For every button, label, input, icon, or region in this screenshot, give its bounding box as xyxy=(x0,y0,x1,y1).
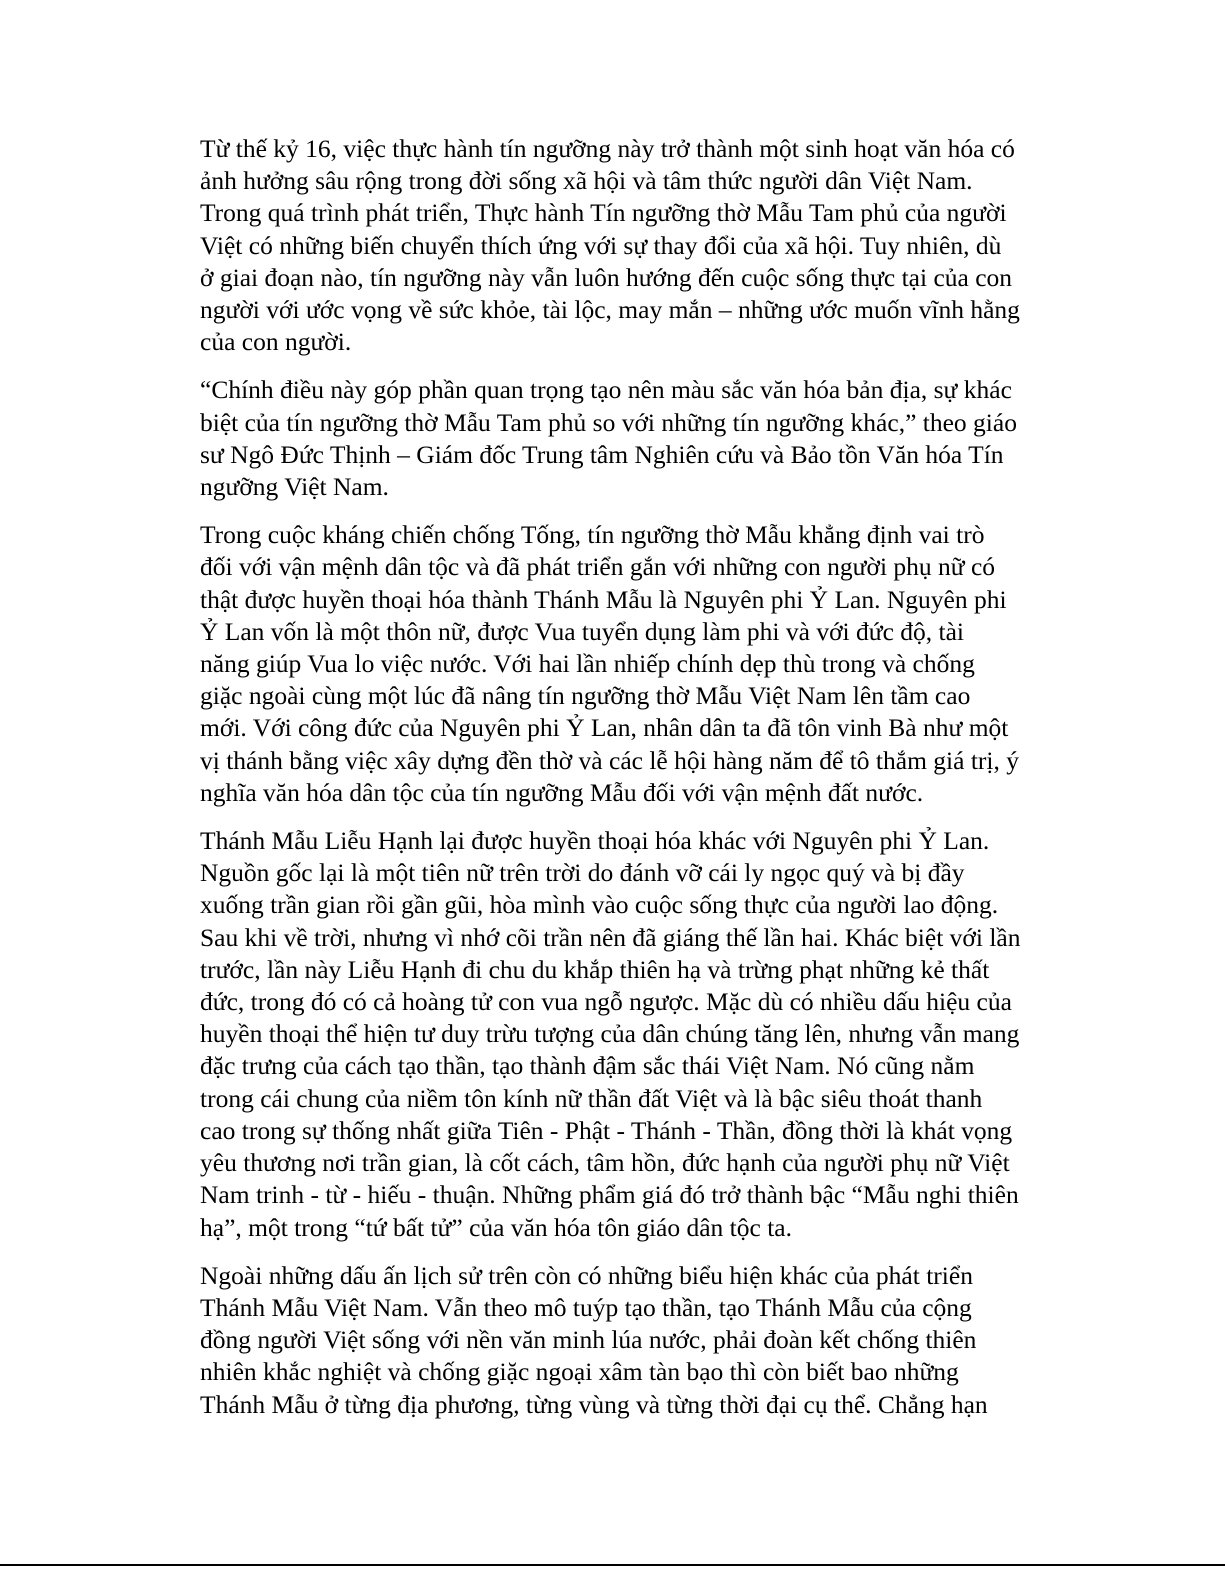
text-line: thật được huyền thoại hóa thành Thánh Mẫu là Nguyên phi Ỷ Lan. Nguyên phi xyxy=(200,584,1007,614)
text-line: Thánh Mẫu Việt Nam. Vẫn theo mô tuýp tạo thần, tạo Thánh Mẫu của cộng xyxy=(200,1292,972,1322)
text-line: giặc ngoài cùng một lúc đã nâng tín ngưỡng thờ Mẫu Việt Nam lên tầm cao xyxy=(200,681,971,711)
text-line: Nam trinh - từ - hiếu - thuận. Những phẩm giá đó trở thành bậc “Mẫu nghi thiên xyxy=(200,1180,1019,1210)
page-bottom-border xyxy=(0,1564,1225,1566)
text-line: Từ thế kỷ 16, việc thực hành tín ngưỡng này trở thành một sinh hoạt văn hóa có xyxy=(200,134,1015,163)
text-line: yêu thương nơi trần gian, là cốt cách, tâm hồn, đức hạnh của người phụ nữ Việt xyxy=(200,1148,1010,1178)
text-line: vị thánh bằng việc xây dựng đền thờ và các lễ hội hàng năm để tô thắm giá trị, ý xyxy=(200,745,1019,775)
text-line: Sau khi về trời, nhưng vì nhớ cõi trần nên đã giáng thế lần hai. Khác biệt với lần xyxy=(200,922,1021,952)
paragraph-2-quote xyxy=(200,374,1040,503)
text-line: huyền thoại thể hiện tư duy trừu tượng của dân chúng tăng lên, nhưng vẫn mang xyxy=(200,1019,1020,1049)
text-line: năng giúp Vua lo việc nước. Với hai lần nhiếp chính dẹp thù trong và chống xyxy=(200,649,975,679)
text-line: Nguồn gốc lại là một tiên nữ trên trời do đánh vỡ cái ly ngọc quý và bị đầy xyxy=(200,858,965,888)
text-line: Việt có những biến chuyển thích ứng với sự thay đổi của xã hội. Tuy nhiên, dù xyxy=(200,230,1002,260)
text-line: trong cái chung của niềm tôn kính nữ thần đất Việt và là bậc siêu thoát thanh xyxy=(200,1083,983,1113)
text-line: Ngoài những dấu ấn lịch sử trên còn có những biểu hiện khác của phát triển xyxy=(200,1260,973,1290)
text-line: đức, trong đó có cả hoàng tử con vua ngỗ ngược. Mặc dù có nhiều dấu hiệu của xyxy=(200,987,1012,1017)
text-line: trước, lần này Liễu Hạnh đi chu du khắp thiên hạ và trừng phạt những kẻ thất xyxy=(200,954,990,984)
text-line: sư Ngô Đức Thịnh – Giám đốc Trung tâm Nghiên cứu và Bảo tồn Văn hóa Tín xyxy=(200,439,1004,469)
document-body xyxy=(200,133,1040,1437)
text-line: Ỷ Lan vốn là một thôn nữ, được Vua tuyển dụng làm phi và với đức độ, tài xyxy=(200,616,965,646)
text-line: nhiên khắc nghiệt và chống giặc ngoại xâm tàn bạo thì còn biết bao những xyxy=(200,1357,959,1387)
paragraph-5 xyxy=(200,1260,1040,1421)
text-line: ngưỡng Việt Nam. xyxy=(200,472,389,502)
text-line: Trong cuộc kháng chiến chống Tống, tín ngưỡng thờ Mẫu khẳng định vai trò xyxy=(200,520,985,550)
text-line: hạ”, một trong “tứ bất tử” của văn hóa tôn giáo dân tộc ta. xyxy=(200,1212,792,1242)
text-line: xuống trần gian rồi gần gũi, hòa mình vào cuộc sống thực của người lao động. xyxy=(200,890,999,920)
text-line: ở giai đoạn nào, tín ngưỡng này vẫn luôn hướng đến cuộc sống thực tại của con xyxy=(200,262,1013,292)
text-line: biệt của tín ngưỡng thờ Mẫu Tam phủ so với những tín ngưỡng khác,” theo giáo xyxy=(200,407,1017,437)
text-line: Thánh Mẫu ở từng địa phương, từng vùng và từng thời đại cụ thể. Chẳng hạn xyxy=(200,1389,988,1419)
paragraph-4 xyxy=(200,825,1040,1244)
text-line: “Chính điều này góp phần quan trọng tạo nên màu sắc văn hóa bản địa, sự khác xyxy=(200,375,1012,405)
text-line: người với ước vọng về sức khỏe, tài lộc, may mắn – những ước muốn vĩnh hằng xyxy=(200,295,1020,325)
text-line: đối với vận mệnh dân tộc và đã phát triển gắn với những con người phụ nữ có xyxy=(200,552,996,582)
text-line: nghĩa văn hóa dân tộc của tín ngưỡng Mẫu đối với vận mệnh đất nước. xyxy=(200,777,924,807)
text-line: của con người. xyxy=(200,327,352,357)
text-line: cao trong sự thống nhất giữa Tiên - Phật - Thánh - Thần, đồng thời là khát vọng xyxy=(200,1115,1013,1145)
text-line: ảnh hưởng sâu rộng trong đời sống xã hội và tâm thức người dân Việt Nam. xyxy=(200,166,973,196)
text-line: Trong quá trình phát triển, Thực hành Tín ngưỡng thờ Mẫu Tam phủ của người xyxy=(200,198,1007,228)
paragraph-3 xyxy=(200,519,1040,809)
text-line: Thánh Mẫu Liễu Hạnh lại được huyền thoại hóa khác với Nguyên phi Ỷ Lan. xyxy=(200,826,990,856)
paragraph-1 xyxy=(200,133,1040,358)
text-line: đồng người Việt sống với nền văn minh lúa nước, phải đoàn kết chống thiên xyxy=(200,1325,977,1355)
text-line: mới. Với công đức của Nguyên phi Ỷ Lan, nhân dân ta đã tôn vinh Bà như một xyxy=(200,713,1009,743)
text-line: đặc trưng của cách tạo thần, tạo thành đậm sắc thái Việt Nam. Nó cũng nằm xyxy=(200,1051,975,1081)
